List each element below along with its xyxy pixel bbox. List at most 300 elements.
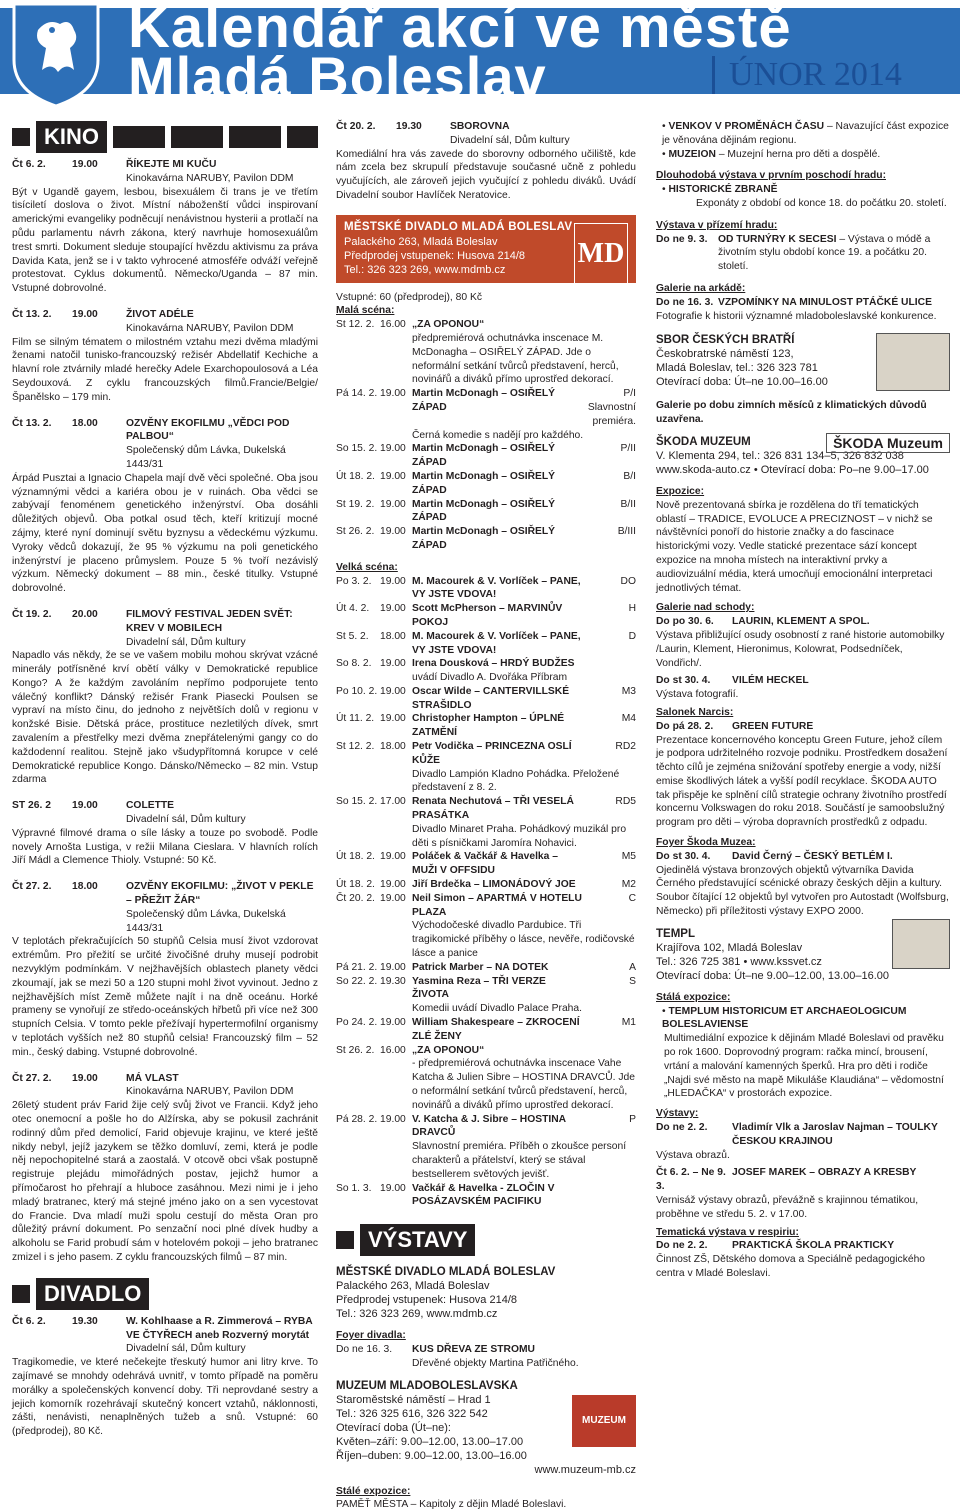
performance-row <box>336 1044 636 1058</box>
event-venue: Kinokavárna NARUBY, Pavilon DDM <box>126 1086 294 1098</box>
header-month: ÚNOR 2014 <box>712 56 902 94</box>
event-title: W. Kohlhaase a R. Zimmerová – RYBA VE ČTYŘECH aneb Rozverný morytát <box>126 1315 313 1341</box>
performance-row <box>336 387 636 428</box>
performance-date: Čt 20. 2. <box>336 892 375 904</box>
expo-label: Expozice: <box>656 485 705 497</box>
performance-row <box>336 1113 636 1141</box>
performance-note: Divadlo Lampión Kladno Pohádka. Přeložené představení z 8. 2. <box>412 768 620 794</box>
performance-row <box>336 795 636 823</box>
performance-time: 19.30 <box>380 975 406 987</box>
performance-title: Vačkář & Havelka - ZLOČIN V POSÁZAVSKÉM PACIFIKU <box>412 1182 555 1208</box>
institution-title: SBOR ČESKÝCH BRATŘÍ <box>656 334 795 347</box>
exhibition-description: Prezentace koncernového konceptu Green Future, jehož cílem je podpora udržitelného rozvoje podniku. Prostředkem dosažení těchto cílů je zejména snižování spotřeby energie a vody, nižší emise škodlivých látek a vyšší podíl recyklace. ŠKODA AUTO tak přispěje ke splnění cílů strategie ochrany životního prostředí koncernu Volkswagen do roku 2018. Součástí je samoobslužný program pro děti – výroba dopravních prostředků z odpadu. <box>656 734 948 829</box>
performance-time: 19.00 <box>380 851 406 863</box>
permanent-label: Stálé expozice: <box>336 1485 411 1497</box>
cinema-event <box>12 417 318 596</box>
performance-row <box>336 575 636 603</box>
performance-time: 19.00 <box>380 498 406 510</box>
opening-hours-label: Otevírací doba (Út–ne): <box>336 1421 451 1434</box>
performance-title: Martin McDonagh – OSIŘELÝ ZÁPAD <box>412 470 556 496</box>
event-description: Tragikomedie, ve které nečekejte třeskutý humor ani litry krve. To zajímavé se mnohdy odehrává uvnitř, v tomto případě na poměru morálky a společenských konvencí doby. Tři neprovdané sestry a jejich komorník rozehrávají skutečný koncert vztahů, náklonnosti, zášti, nenávisti, nenaplněných tužeb a snů. Vstupné: 60 (předprodej), 80 Kč. <box>12 1357 318 1438</box>
performance-code: H <box>628 603 636 615</box>
long-term-name: HISTORICKÉ ZBRANĚ <box>668 184 778 196</box>
performance-code: M4 <box>621 713 636 725</box>
cinema-event <box>12 799 318 868</box>
performance-time: 19.00 <box>380 1113 406 1125</box>
theatre-event-sborovna <box>336 120 636 203</box>
performance-title: William Shakespeare – ZKROCENÍ ZLÉ ŽENY <box>412 1017 580 1042</box>
stairs-gallery-list <box>656 615 950 702</box>
opening-hours-summer: Květen–září: 9.00–12.00, 13.00–17.00 <box>336 1435 524 1448</box>
performance-row <box>336 1182 636 1210</box>
exhibition-row <box>336 1343 636 1357</box>
performance-date: Út 18. 2. <box>336 851 375 863</box>
exhibition-title: VZPOMÍNKY NA MINULOST PTÁČKÉ ULICE <box>718 296 932 308</box>
permanent-expo-title: • TEMPLUM HISTORICUM ET ARCHAEOLOGICUM BOLESLAVIENSE <box>662 1005 907 1031</box>
performance-date: Po 10. 2. <box>336 685 378 697</box>
salon-label: Salonek Narcis: <box>656 706 734 718</box>
performance-time: 19.00 <box>380 443 406 455</box>
event-header <box>12 608 318 636</box>
templ-info-box <box>656 927 950 983</box>
exhibition-date: Do ne 9. 3. <box>656 233 708 245</box>
permanent-expo-label: Stálá expozice: <box>656 991 731 1003</box>
performance-row <box>336 975 636 1003</box>
venue-label-foyer: Foyer divadla: <box>336 1330 406 1342</box>
event-date: ST 26. 2 <box>12 800 51 812</box>
museum-website[interactable]: www.muzeum-mb.cz <box>534 1463 636 1476</box>
cinema-event-list <box>12 158 318 1265</box>
performance-code: M1 <box>621 1017 636 1029</box>
exhibition-row <box>656 233 950 274</box>
event-header <box>12 158 318 172</box>
performance-date: Pá 28. 2. <box>336 1113 378 1125</box>
md-logo-icon: MD <box>574 223 628 285</box>
permanent-expo-name: TEMPLUM HISTORICUM ET ARCHAEOLOGICUM BOLESLAVIENSE <box>662 1005 907 1031</box>
performance-time: 19.00 <box>380 1017 406 1029</box>
exhibition-date: Do ne 2. 2. <box>656 1122 708 1134</box>
performance-time: 17.00 <box>380 796 406 808</box>
permanent-item-text: – Navazující část expozice je věnována dějinám regionu. <box>662 121 949 146</box>
section-square-icon <box>12 128 30 146</box>
exhibition-description: Fotografie k historii významné mladoboleslavské konkurence. <box>656 310 937 322</box>
performance-note: - předpremiérová ochutnávka inscenace Vahe Katcha & Julien Sibre – HOSTINA DRAVCŮ. Jde o neformální setkání tvůrců představení, herců, novinářů a diváků přímo uprostřed dekorací. <box>412 1058 635 1111</box>
performance-code: P/I Slavnostní premiéra. <box>587 388 636 427</box>
cinema-event <box>12 880 318 1059</box>
performance-time: 19.00 <box>380 892 406 904</box>
performance-title: Scott McPherson – MARVINŮV POKOJ <box>412 603 563 628</box>
exhibition-title: Vladimír Vlk a Jaroslav Najman – TOULKY ČESKOU KRAJINOU <box>732 1122 938 1147</box>
theatre-event <box>12 1315 318 1439</box>
section-header-vystavy <box>336 1223 636 1257</box>
performance-note: Komedii uvádí Divadlo Palace Praha. <box>412 1003 582 1015</box>
event-time: 19.30 <box>72 1315 98 1327</box>
expo-description: Nově prezentovaná sbírka je rozdělena do tří tematických oblastí – TRADICE, EVOLUCE A PRECIZNOST – v nichž se návštěvníci ponoří do historie značky a do fascinace historickými vozy. Vedle statické prezentace sází koncept expozice na mnoha místech na interaktivní prvky a audiovizuální média, která umocňují emocionální interpretaci jednotlivých témat. <box>656 499 933 594</box>
closure-notice: Galerie po dobu zimních měsíců z klimatických důvodů uzavřena. <box>656 400 927 426</box>
performance-date: So 1. 3. <box>336 1182 372 1194</box>
event-venue: Divadelní sál, Dům kultury <box>126 814 246 826</box>
performance-time: 19.00 <box>380 603 406 615</box>
exhibition-row <box>656 674 950 688</box>
performance-code: DO <box>620 575 636 587</box>
museum-logo-icon: MUZEUM <box>572 1395 636 1447</box>
church-info-box <box>656 333 950 391</box>
performance-date: Pá 21. 2. <box>336 961 378 973</box>
institution-sale: Předprodej vstupenek: Husova 214/8 <box>344 249 526 262</box>
event-date: Čt 13. 2. <box>12 417 52 429</box>
event-time: 19.00 <box>72 1072 98 1084</box>
institution-address: Palackého 263, Mladá Boleslav <box>344 235 498 248</box>
performance-time: 18.00 <box>380 741 406 753</box>
skoda-info-box <box>656 435 950 477</box>
performance-time: 19.00 <box>380 879 406 891</box>
performance-title: Yasmina Reza – TŘI VERZE ŽIVOTA <box>412 975 546 1001</box>
event-title: SBOROVNA <box>450 121 510 132</box>
exhibition-title: PRAKTICKÁ ŠKOLA PRAKTICKY <box>732 1240 895 1252</box>
permanent-item-text: – Muzejní herna pro děti a dospělé. <box>718 148 881 160</box>
cinema-event <box>12 308 318 405</box>
performance-date: St 26. 2. <box>336 526 375 538</box>
performance-title: Renata Nechutová – TŘI VESELÁ PRASÁTKA <box>412 796 574 822</box>
institution-address: Palackého 263, Mladá Boleslav <box>336 1280 490 1293</box>
opening-hours: Otevírací doba: Út–ne 10.00–16.00 <box>656 376 828 389</box>
performance-title: Martin McDonagh – OSIŘELÝ ZÁPAD <box>412 526 556 551</box>
event-title: COLETTE <box>126 800 175 812</box>
opening-hours-winter: Říjen–duben: 9.00–12.00, 13.00–16.00 <box>336 1449 527 1462</box>
event-venue: Divadelní sál, Dům kultury <box>450 134 570 146</box>
performance-code: M5 <box>621 851 636 863</box>
institution-title: MUZEUM MLADOBOLESLAVSKA <box>336 1379 518 1392</box>
performance-date: Po 3. 2. <box>336 575 372 587</box>
exhibition-row <box>656 615 950 629</box>
event-time: 18.00 <box>72 881 98 893</box>
exhibition-description: Výstava fotografií. <box>656 689 739 701</box>
performance-title: Martin McDonagh – OSIŘELÝ ZÁPAD <box>412 443 556 469</box>
performance-code: D <box>628 630 636 642</box>
exhibition-title: GREEN FUTURE <box>732 720 814 732</box>
institution-sale: Předprodej vstupenek: Husova 214/8 <box>336 1294 518 1307</box>
event-header <box>12 308 318 322</box>
event-description: V teplotách překračujících 50 stupňů Celsia musí život vzdorovat extrémům. Pro přežití se určité živočišné druhy musejí podrobit nezvyklým podmínkám. V nejžhavějších oblastech planety vědci zkoumají, jak se mezi 50 a 120 stupni mohl život vyvinout. Jedno z nejžhavějších míst Země můžete najít i na dně oceánu. Horké prameny se vynořují ze středo-oceánských hřbetů při více než 300 stupních Celsia. V tomto pekle přežívají hypertermofilní organismy v teplotách vyšších než 80 stupňů celsia! Francouzský film – 52 min., český dabing. Vstupné dobrovolné. <box>12 936 318 1058</box>
performance-note: Slavnostní premiéra. Příběh o zkoušce personí charakterů a přátelství, který se stával bestsellerem světových jevišť. <box>412 1141 627 1180</box>
admission: Vstupné: 60 (předprodej), 80 Kč <box>336 291 482 303</box>
performance-date: St 12. 2. <box>336 319 375 331</box>
permanent-expo-description: Multimediální expozice k dějinám Mladé Boleslavi od pravěku po rok 1600. Doprovodný program: račka mincí, brousení, vrtání a malování kamenných šperků. Hra pro děti i rodiče „Najdi své město na mapě Mikuláše Klaudiána“ – vědomostní „HLEDAČKA“ v prostorách expozice. <box>664 1033 944 1100</box>
long-term-label: Dlouhodobá výstava v prvním poschodí hradu: <box>656 170 886 182</box>
mdmb-exhibition-box <box>336 1265 636 1321</box>
performance-row <box>336 442 636 470</box>
performance-row <box>336 498 636 526</box>
event-date: Čt 27. 2. <box>12 1072 52 1084</box>
institution-address: Staroměstské náměstí – Hrad 1 <box>336 1393 491 1406</box>
section-square-icon <box>336 1231 354 1249</box>
performance-time: 16.00 <box>380 319 406 331</box>
exhibitions-label: Výstavy: <box>656 1108 699 1120</box>
performance-row <box>336 685 636 713</box>
exhibition-date: Do st 30. 4. <box>656 675 711 687</box>
exhibition-date: Čt 6. 2. – Ne 9. 3. <box>656 1167 726 1193</box>
performance-date: St 19. 2. <box>336 498 375 510</box>
institution-title: TEMPL <box>656 927 695 940</box>
city-coat-of-arms-icon <box>8 0 104 108</box>
performance-time: 19.00 <box>380 388 406 400</box>
permanent-exhibition: PAMĚŤ MĚSTA – Kapitoly z dějin Mladé Boleslavi. <box>336 1499 567 1511</box>
performance-date: Pá 14. 2. <box>336 388 378 400</box>
performance-time: 19.00 <box>380 526 406 538</box>
exhibition-date: Do po 30. 6. <box>656 616 714 628</box>
performance-row <box>336 470 636 498</box>
event-date: Čt 27. 2. <box>12 881 52 893</box>
permanent-item-title: MUZEION <box>668 148 716 160</box>
performance-time: 19.00 <box>380 685 406 697</box>
event-description: Výpravné filmové drama o síle lásky a touze po svobodě. Podle novely Arnošta Lustiga, v režii Milana Cieslara. V hlavních rolích Jiří Mádl a Clemence Thioly. Vstupné: 50 Kč. <box>12 827 318 867</box>
cinema-event <box>12 158 318 296</box>
event-time: 19.30 <box>396 121 422 132</box>
performance-title: „ZA OPONOU“ <box>412 319 485 331</box>
performance-row <box>336 657 636 671</box>
performance-title: Patrick Marber – NA DOTEK <box>412 961 549 973</box>
performance-title: Martin McDonagh – OSIŘELÝ ZÁPAD <box>412 498 556 524</box>
museum-permanent-list <box>656 120 950 161</box>
exhibition-description: Vernisáž výstavy obrazů, převážně s krajinnou tématikou, proběhne ve středu 5. 2. v 17.00. <box>656 1195 919 1220</box>
event-venue: Kinokavárna NARUBY, Pavilon DDM <box>126 322 294 334</box>
performance-date: Po 24. 2. <box>336 1017 378 1029</box>
exhibition-title: David Černý – ČESKÝ BETLÉM I. <box>732 850 893 862</box>
performance-row <box>336 740 636 768</box>
performance-code: A <box>629 961 636 973</box>
institution-title: MĚSTSKÉ DIVADLO MLADÁ BOLESLAV <box>336 1266 556 1279</box>
header <box>0 0 960 112</box>
column-exhibitions <box>656 120 950 1281</box>
foyer-skoda-label: Foyer Škoda Muzea: <box>656 837 756 849</box>
performance-date: St 5. 2. <box>336 630 369 642</box>
performance-date: So 15. 2. <box>336 796 378 808</box>
performance-row <box>336 961 636 975</box>
exhibition-title: JOSEF MAREK – OBRAZY A KRESBY <box>732 1167 917 1179</box>
performance-time: 19.00 <box>380 713 406 725</box>
performance-note: předpremiérová ochutnávka inscenace M. McDonagha – OSIŘELÝ ZÁPAD. Jde o neformální setkání tvůrců představení, herců, novinářů a diváků přímo uprostřed dekorací. <box>412 332 619 386</box>
column-theatre <box>336 120 636 1512</box>
institution-contact: Tel.: 326 323 269, www.mdmb.cz <box>344 263 506 276</box>
section-title: DIVADLO <box>36 1278 149 1310</box>
performance-title: Christopher Hampton – ÚPLNÉ ZATMĚNÍ <box>412 713 565 739</box>
event-venue: Společenský dům Lávka, Dukelská 1443/31 <box>126 445 286 470</box>
event-title: OZVĚNY EKOFILMU „VĚDCI POD PALBOU“ <box>126 417 290 443</box>
exhibition-row <box>656 850 950 864</box>
performance-date: Út 18. 2. <box>336 470 375 482</box>
performance-date: So 8. 2. <box>336 658 372 670</box>
performance-note: Východočeské divadlo Pardubice. Tři tragikomické příběhy o lásce, nevěře, rodičovské lásce a panice <box>412 920 635 960</box>
section-header-divadlo <box>12 1277 318 1311</box>
exhibition-row <box>656 296 950 310</box>
institution-address: V. Klementa 294, tel.: 326 831 134–5, 326 832 038 <box>656 449 904 462</box>
performance-code: B/II <box>620 498 636 510</box>
exhibition-description: Výstava obrazů. <box>656 1149 730 1161</box>
permanent-item: • VENKOV V PROMĚNÁCH ČASU – Navazující část expozice je věnována dějinám regionu. <box>662 121 949 146</box>
event-title: ŽIVOT ADÉLE <box>126 308 194 320</box>
event-date: Čt 6. 2. <box>12 159 46 170</box>
performance-date: So 15. 2. <box>336 443 378 455</box>
section-header-kino <box>12 120 318 154</box>
exhibition-date: Do pá 28. 2. <box>656 720 714 732</box>
mdmb-info-box <box>336 215 636 283</box>
event-title: MÁ VLAST <box>126 1072 179 1084</box>
exhibition-description: – Výstava o módě a životním stylu období konce 19. a počátku 20. století. <box>718 233 931 273</box>
opening-hours: Otevírací doba: Út–ne 9.00–12.00, 13.00–16.00 <box>656 969 890 982</box>
performance-time: 19.00 <box>380 961 406 973</box>
performance-date: St 12. 2. <box>336 741 375 753</box>
performance-code: M3 <box>621 685 636 697</box>
film-strip-icon <box>113 126 318 148</box>
exhibition-description: Výstava přibližující osudy osobností z rané historie automobilky /Laurin, Klement, Hieronimus, Kolowrat, Podsedníček, Vondřich/. <box>656 629 945 669</box>
institution-web-hours: www.skoda-auto.cz • Otevírací doba: Po–ne 9.00–17.00 <box>656 463 929 476</box>
long-term-description: Exponáty z období od konce 18. do počátku 20. století. <box>696 197 947 209</box>
performance-row <box>336 602 636 630</box>
event-time: 19.00 <box>72 308 98 320</box>
performance-title: Jiří Brdečka – LIMONÁDOVÝ JOE <box>412 879 576 891</box>
exhibition-date: Do ne 16. 3. <box>336 1343 393 1355</box>
performance-time: 19.00 <box>380 1182 406 1194</box>
exhibition-title: LAURIN, KLEMENT A SPOL. <box>732 616 870 628</box>
exhibition-description: Ojedinělá výstava bronzových objektů výtvarníka Davida Černého představující scénické obrazy českých dějin a kultury. Soubor čítající 12 objektů byl vytvořen pro Autostadt (Wolfsburg, Německo) při příležitosti výstavy EXPO 2000. <box>656 864 949 918</box>
institution-contact: Mladá Boleslav, tel.: 326 323 781 <box>656 362 818 375</box>
performance-title: „ZA OPONOU“ <box>412 1044 485 1056</box>
exhibition-date: Do ne 2. 2. <box>656 1240 708 1252</box>
performance-row <box>336 878 636 892</box>
performance-time: 19.00 <box>380 470 406 482</box>
performance-row <box>336 630 636 658</box>
exhibition-title: KUS DŘEVA ZE STROMU <box>412 1343 535 1355</box>
performance-date: So 22. 2. <box>336 975 378 987</box>
church-photo <box>876 333 950 391</box>
exhibitions-list <box>656 1121 950 1222</box>
cinema-event <box>12 1072 318 1265</box>
event-date: Čt 6. 2. <box>12 1315 46 1327</box>
small-stage-list <box>336 318 636 553</box>
stage-label-small: Malá scéna: <box>336 305 395 317</box>
institution-title: MĚSTSKÉ DIVADLO MLADÁ BOLESLAV <box>344 220 573 233</box>
event-description: Komediální hra vás zavede do sborovny odborného učiliště, kde nám zcela bez skrupulí představuje současné učně z pohledu vyučujících, ale zároveň jejich vyučující z pohledu diváků. Uvádí Divadelní soubor Havlíček Neratovice. <box>336 148 636 201</box>
header-title-line2: Mladá Boleslav <box>128 45 547 108</box>
cinema-event <box>12 608 318 787</box>
event-time: 18.00 <box>72 417 98 429</box>
event-time: 19.00 <box>72 159 98 170</box>
performance-title: M. Macourek & V. Vorlíček – PANE, VY JSTE VDOVA! <box>412 575 581 601</box>
performance-date: Út 18. 2. <box>336 879 375 891</box>
event-venue: Divadelní sál, Dům kultury <box>126 1343 246 1355</box>
exhibition-description: Dřevěné objekty Martina Patřičného. <box>412 1357 579 1369</box>
event-description: Být v Ugandě gayem, lesbou, bisexuálem či trans je ve třetím tisíciletí doslova o život. Místní náboženští vůdci inspirovaní americkými evangeliky podněcují nenávistnou hysterii a protlačí na půdu parlamentu návrh zákona, který navrhuje homosexuálům trest smrti. Dokument sleduje stoupající hvězdu aktivismu za práva Davida Kata, jenž se i v takto vyhrocené atmosféře odváží veřejně protestovat. Cyklus dokumentů. Německo/Uganda – 87 min. Vstupné dobrovolné. <box>12 186 318 295</box>
institution-contact: Tel.: 326 323 269, www.mdmb.cz <box>336 1308 498 1321</box>
event-description: Film se silným tématem o milostném vztahu mezi dvěma mladými ženami natočil tunisko-francouzský režisér Abdellatif Kechiche a hlavní role ztvárnily mladé herečky Adele Exarchopoulosová a Léa Seydouxová. Z cyklu francouzských filmů.Francie/Belgie/Španělsko – 179 min. <box>12 336 318 403</box>
performance-title: Poláček & Vačkář & Havelka – MUŽI V OFFSIDU <box>412 851 558 877</box>
exhibition-row <box>656 1239 950 1253</box>
performance-note: uvádí Divadlo A. Dvořáka Příbram <box>412 672 568 684</box>
performance-note: Divadlo Minaret Praha. Pohádkový muzikál pro děti s písničkami Jaromíra Nohavici. <box>412 823 627 849</box>
performance-code: RD5 <box>615 796 636 808</box>
exhibition-row <box>656 1121 950 1149</box>
performance-row <box>336 850 636 878</box>
templ-photo <box>892 919 950 969</box>
skoda-logo-icon: ŠKODA Muzeum <box>826 433 950 453</box>
event-title: OZVĚNY EKOFILMU: „ŽIVOT V PEKLE – PŘEŽIT ŽÁR“ <box>126 881 314 907</box>
performance-code: M2 <box>621 879 636 891</box>
section-title: VÝSTAVY <box>360 1224 475 1256</box>
event-venue: Společenský dům Lávka, Dukelská 1443/31 <box>126 908 286 934</box>
performance-title: Neil Simon – APARTMÁ V HOTELU PLAZA <box>412 892 582 918</box>
column-cinema <box>12 120 318 1451</box>
performance-row <box>336 1016 636 1044</box>
exhibition-date: Do ne 16. 3. <box>656 296 714 308</box>
institution-contact: Tel.: 326 725 381 • www.kssvet.cz <box>656 955 822 968</box>
performance-row <box>336 525 636 553</box>
performance-code: P/II <box>620 443 636 455</box>
event-date: Čt 13. 2. <box>12 308 52 320</box>
section-title: KINO <box>36 121 107 153</box>
section-square-icon <box>12 1285 30 1303</box>
stairs-gallery-label: Galerie nad schody: <box>656 602 755 614</box>
performance-row <box>336 318 636 332</box>
performance-code: S <box>629 975 636 987</box>
museum-info-box <box>336 1379 636 1477</box>
event-header <box>12 1072 318 1086</box>
long-term-title: • HISTORICKÉ ZBRANĚ <box>662 184 778 196</box>
performance-title: M. Macourek & V. Vorlíček – PANE, VY JSTE VDOVA! <box>412 630 581 656</box>
ground-floor-label: Výstava v přízemí hradu: <box>656 219 778 231</box>
exhibition-description: Činnost ZŠ, Dětského domova a Speciálně pedagogického centra v Mladé Boleslavi. <box>656 1254 926 1279</box>
performance-time: 16.00 <box>380 1044 406 1056</box>
performance-code: P <box>629 1113 636 1125</box>
performance-code: C <box>628 892 636 904</box>
event-title: ŘÍKEJTE MI KUČU <box>126 159 217 170</box>
performance-title: Martin McDonagh – OSIŘELÝ ZÁPAD <box>412 388 556 413</box>
event-header <box>12 417 318 445</box>
performance-date: Út 4. 2. <box>336 603 370 615</box>
event-time: 19.00 <box>72 800 98 812</box>
institution-title: ŠKODA MUZEUM <box>656 435 751 448</box>
performance-title: Oscar Wilde – CANTERVILLSKÉ STRAŠIDLO <box>412 685 570 711</box>
exhibition-title: OD TURNÝRY K SECESI <box>718 233 837 245</box>
performance-time: 19.00 <box>380 575 406 587</box>
arcade-label: Galerie na arkádě: <box>656 282 746 294</box>
exhibition-row <box>656 1166 950 1194</box>
event-venue: Kinokavárna NARUBY, Pavilon DDM <box>126 172 294 184</box>
event-time: 20.00 <box>72 608 98 620</box>
event-venue: Divadelní sál, Dům kultury <box>126 636 246 648</box>
event-title: FILMOVÝ FESTIVAL JEDEN SVĚT: KREV V MOBILECH <box>126 608 293 634</box>
performance-date: Út 11. 2. <box>336 713 375 725</box>
performance-title: Petr Vodička – PRINCEZNA OSLÍ KŮŽE <box>412 741 572 766</box>
event-header <box>12 799 318 813</box>
performance-row <box>336 712 636 740</box>
performance-title: Irena Dousková – HRDÝ BUDŽES <box>412 658 575 670</box>
performance-row <box>336 892 636 920</box>
event-date: Čt 20. 2. <box>336 121 376 132</box>
institution-contact: Tel.: 326 325 616, 326 322 542 <box>336 1407 488 1420</box>
permanent-item: • MUZEION – Muzejní herna pro děti a dospělé. <box>662 148 881 160</box>
exhibition-row <box>656 720 950 734</box>
performance-code: RD2 <box>615 741 636 753</box>
big-stage-list <box>336 575 636 1210</box>
event-description: Árpád Pusztai a Ignacio Chapela mají dvě věci společné. Oba jsou významnými vědci a kariéra obou je v ruinách. Oba vědci se zabývají fenoménem genetického inženýrství. Oba dosáhli důležitých objevů. Oba potkal osud těch, kteří kritizují mocné zájmy, které nyní dominují světu byznysu a vědeckému výzkumu. Vyroky vědců dokazují, že 95 % výzkumu na poli genetického inženýrství je placeno průmyslem. Pouze 5 % tvoří nezávislý výzkum. Německý dokument – 88 min., české titulky. Vstupné dobrovolné. <box>12 472 318 595</box>
permanent-item-title: VENKOV V PROMĚNÁCH ČASU <box>668 121 825 132</box>
performance-title: V. Katcha & J. Sibre – HOSTINA DRAVCŮ <box>412 1113 566 1139</box>
performance-time: 18.00 <box>380 630 406 642</box>
event-description: Napadlo vás někdy, že se ve vašem mobilu mohou skrývat vzácné minerály potřísněné krví obětí války v Demokratické republice Kongo? A že každým zavoláním nepřímo podporujete tento válečný konflikt? Dánský režisér Frank Piasecki Poulsen se vypraví na místo činu, do jednoho z největších dolů v regionu v konžské Bisie. Dětská práce, prostituce nezletilých dívek, smrt zavalením a přestřelky mezi dvěma znepřátelenými gangy co do každodenní realitou. Stejně jako všudypřítomná korupce v celé Demokratické republice Kongo. Dánsko/Německo – 82 min. Vstup zdarma <box>12 650 318 786</box>
event-header <box>12 880 318 908</box>
performance-time: 19.00 <box>380 658 406 670</box>
header-title-line1: Kalendář akcí ve městě <box>128 0 792 60</box>
